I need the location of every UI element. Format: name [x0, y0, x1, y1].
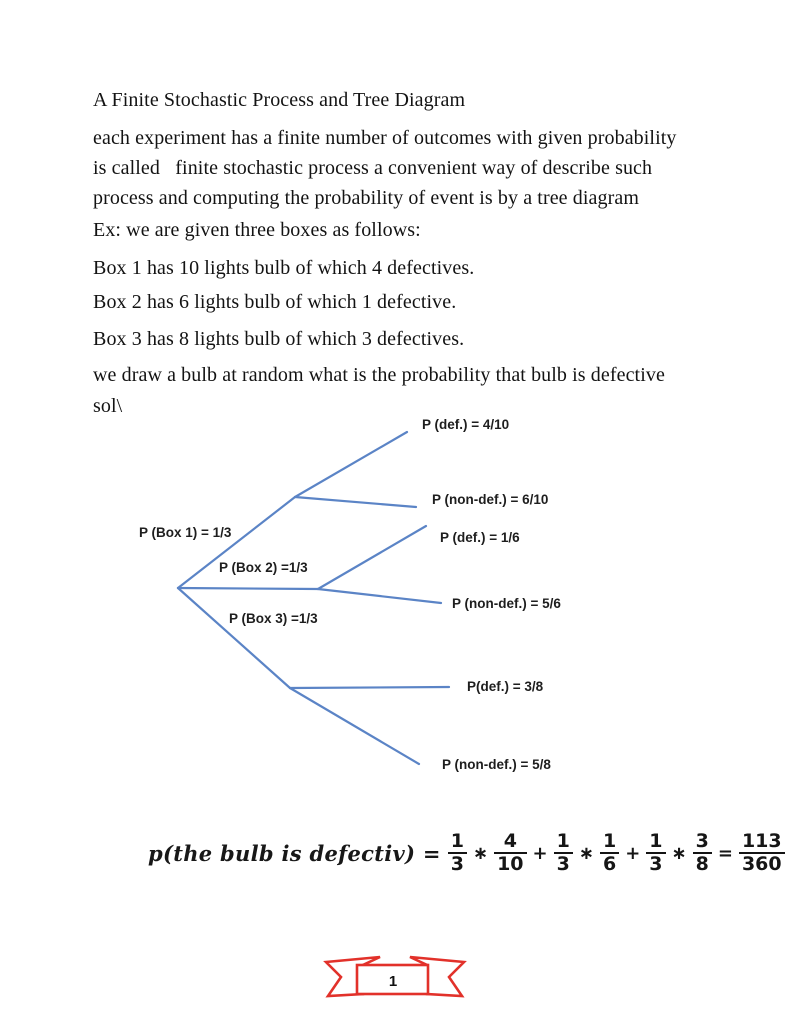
numerator: 1: [450, 829, 464, 852]
denominator: 3: [448, 852, 467, 875]
tree-label-p-nondef-box3: P (non-def.) = 5/8: [442, 757, 551, 772]
tree-edge-box2-nondef: [318, 589, 441, 603]
text-line-sol: sol\: [93, 395, 123, 417]
operator-multiply: ∗: [671, 842, 687, 864]
tree-edge-box1-nondef: [295, 497, 416, 507]
fraction-1-3: [554, 831, 573, 876]
tree-edge-box1-def: [295, 432, 407, 497]
fraction-113-360: [739, 831, 785, 876]
text-line-box-3: Box 3 has 8 lights bulb of which 3 defectives.: [93, 328, 465, 350]
denominator: 6: [600, 852, 619, 875]
tree-label-p-def-box1: P (def.) = 4/10: [422, 417, 510, 432]
tree-edge-box3-nondef: [290, 688, 419, 764]
denominator: 3: [554, 852, 573, 875]
denominator: 10: [494, 852, 526, 875]
text-line-box-1: Box 1 has 10 lights bulb of which 4 defectives.: [93, 257, 475, 279]
text-line-box-2: Box 2 has 6 lights bulb of which 1 defective.: [93, 291, 457, 313]
tree-edge-box2: [178, 588, 318, 589]
numerator: 3: [695, 829, 709, 852]
operator-equals: =: [717, 842, 733, 864]
denominator: 8: [693, 852, 712, 875]
operator-multiply: ∗: [472, 842, 489, 864]
tree-edge-box2-def: [318, 526, 426, 589]
tree-label-p-box-3: P (Box 3) =1/3: [229, 611, 318, 626]
numerator: 113: [741, 829, 782, 852]
tree-label-p-def-box3: P(def.) = 3/8: [467, 679, 544, 694]
text-line-para-2: is called finite stochastic process a convenient way of describe such: [93, 157, 653, 179]
numerator: 1: [602, 829, 617, 852]
fraction-3-8: [693, 831, 712, 876]
operator-plus: +: [532, 842, 548, 864]
text-line-title: A Finite Stochastic Process and Tree Diagram: [93, 89, 466, 111]
tree-label-p-nondef-box1: P (non-def.) = 6/10: [432, 492, 549, 507]
tree-label-p-def-box2: P (def.) = 1/6: [440, 530, 520, 545]
text-line-example: Ex: we are given three boxes as follows:: [93, 219, 421, 241]
formula-lhs: p(the bulb is defectiv) =: [148, 840, 441, 866]
fraction-1-3: [646, 831, 665, 876]
probability-formula: [148, 816, 785, 890]
text-line-question: we draw a bulb at random what is the probability that bulb is defective: [93, 364, 665, 386]
fraction-4-10: [494, 831, 526, 876]
tree-edge-box3: [178, 588, 290, 688]
operator-multiply: ∗: [578, 842, 594, 864]
numerator: 1: [556, 829, 570, 852]
numerator: 1: [649, 829, 663, 852]
tree-edge-box3-def: [290, 687, 449, 688]
fraction-1-6: [600, 831, 619, 876]
text-line-para-3: process and computing the probability of event is by a tree diagram: [93, 187, 639, 209]
tree-label-p-nondef-box2: P (non-def.) = 5/6: [452, 596, 561, 611]
numerator: 4: [503, 829, 517, 852]
tree-label-p-box-1: P (Box 1) = 1/3: [139, 525, 232, 540]
operator-plus: +: [625, 842, 641, 864]
page-number-ribbon: [320, 951, 470, 1006]
denominator: 3: [646, 852, 665, 875]
fraction-1-3: [448, 831, 467, 876]
page-number: 1: [388, 973, 398, 990]
denominator: 360: [739, 852, 785, 875]
text-line-para-1: each experiment has a finite number of outcomes with given probability: [93, 127, 677, 149]
tree-label-p-box-2: P (Box 2) =1/3: [219, 560, 308, 575]
